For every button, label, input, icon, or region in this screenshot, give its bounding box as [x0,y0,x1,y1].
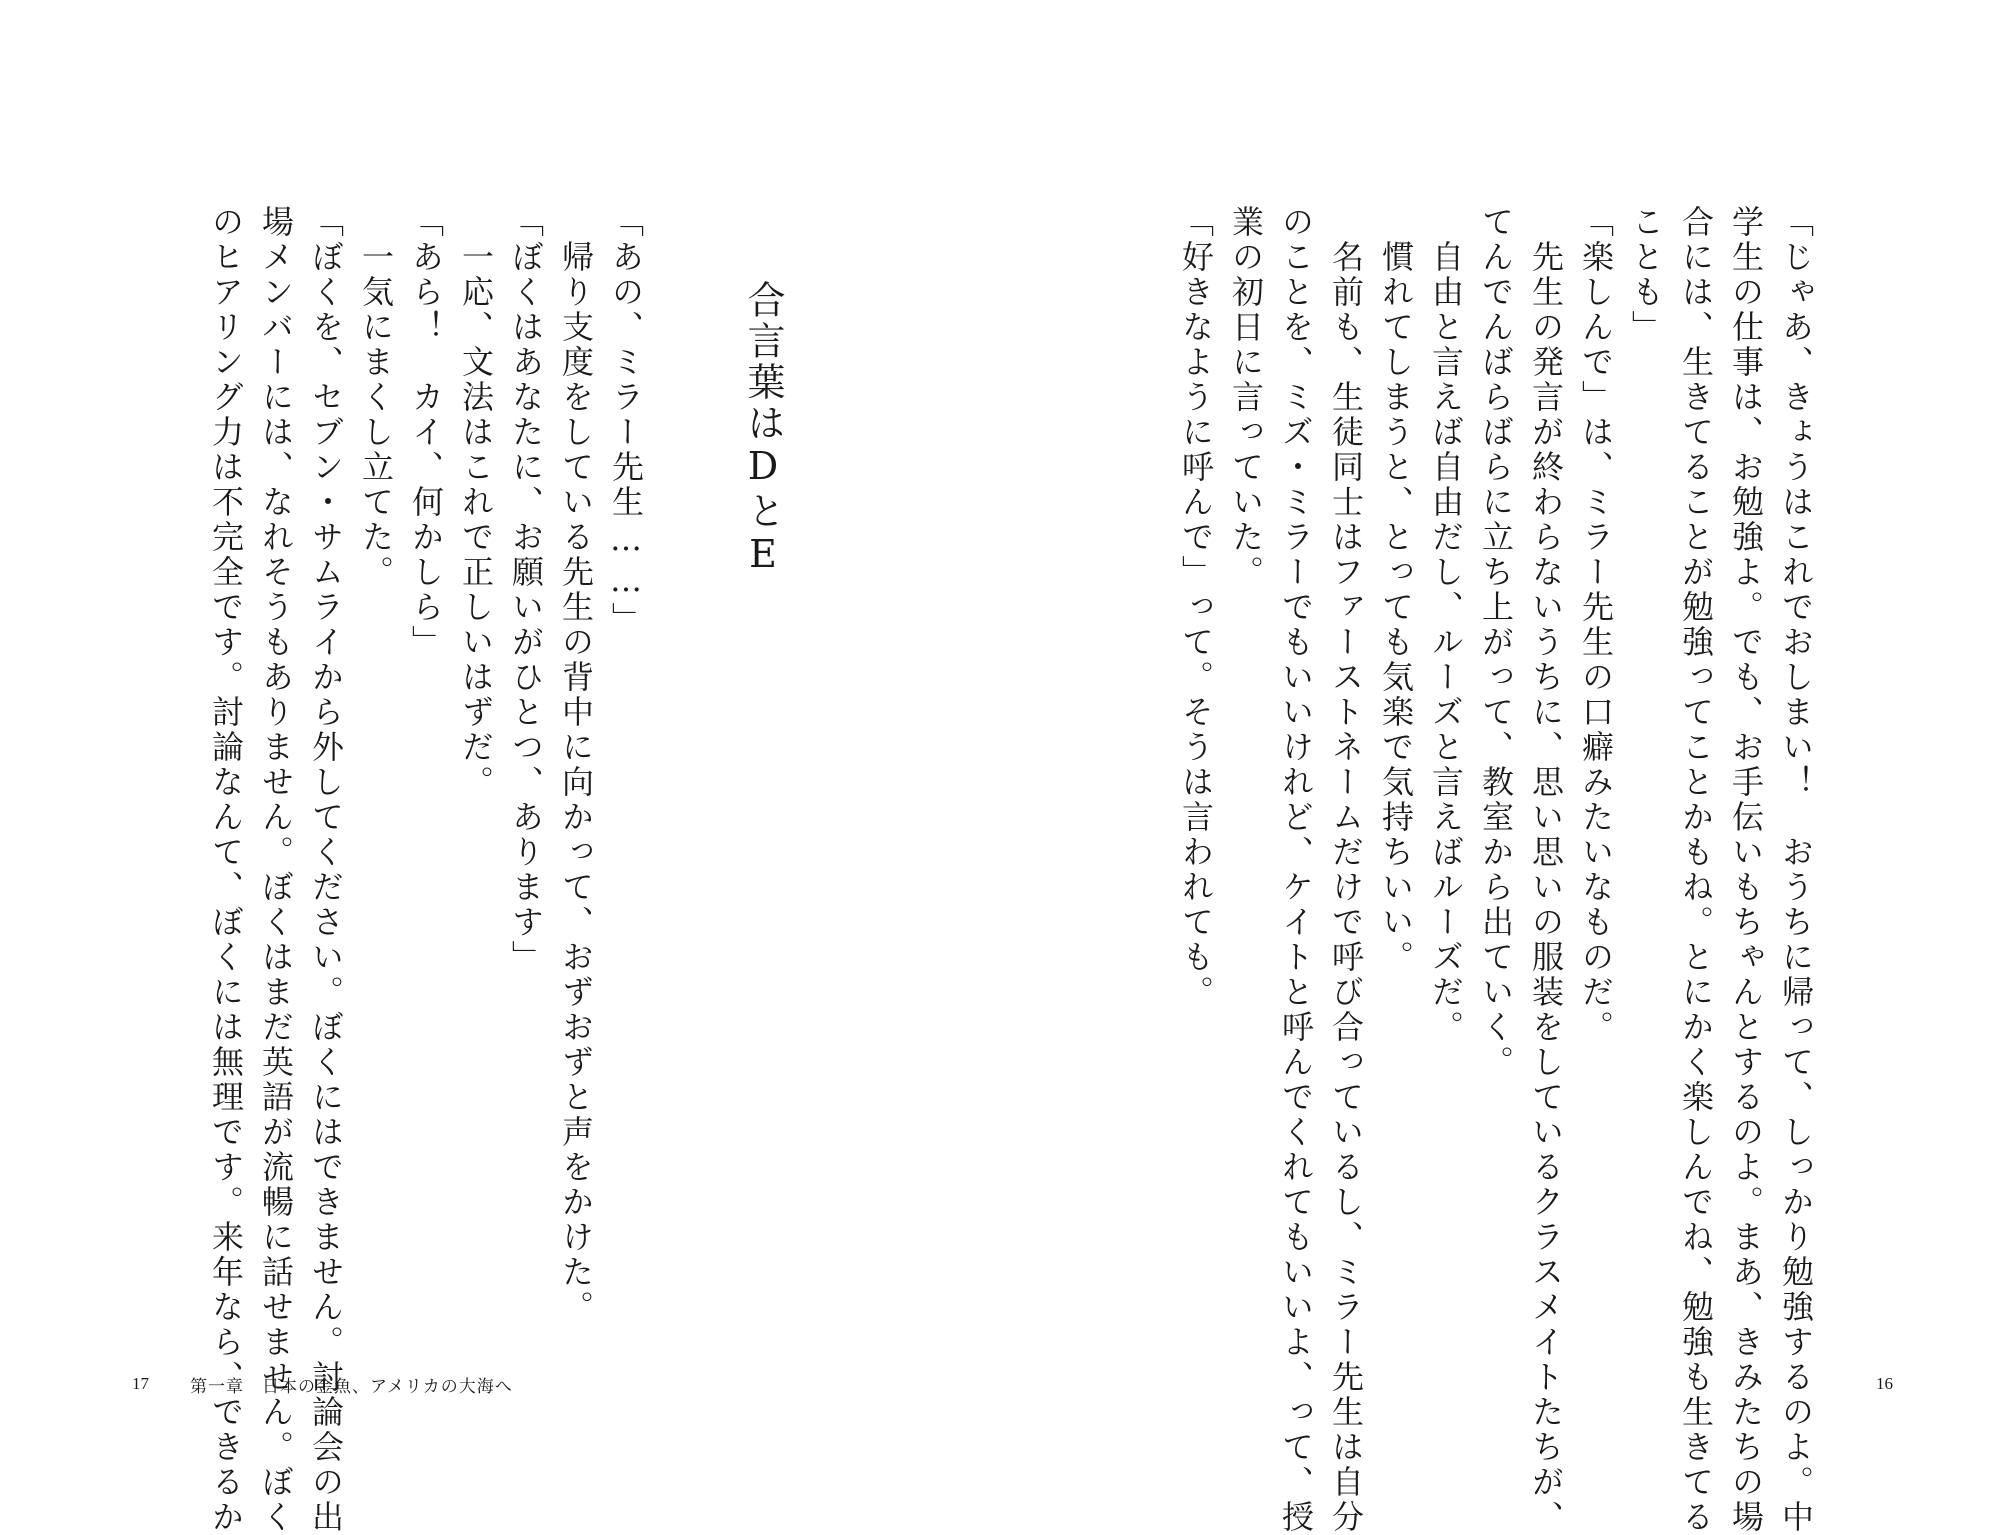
text-line: 学生の仕事は、お勉強よ。でも、お手伝いもちゃんとするのよ。まあ、きみたちの場 [1727,205,1765,1535]
text-line: 合には、生きてることが勉強ってことかもね。とにかく楽しんでね、勉強も生きてる [1677,205,1715,1535]
text-line: 「じゃあ、きょうはこれでおしまい！ おうちに帰って、しっかり勉強するのよ。中 [1777,205,1815,1535]
text-line: のことを、ミズ・ミラーでもいいけれど、ケイトと呼んでくれてもいいよ、って、授 [1277,205,1315,1535]
text-line: 帰り支度をしている先生の背中に向かって、おずおずと声をかけた。 [557,205,595,1325]
running-head: 第一章 日本の金魚、アメリカの大海へ [190,1377,513,1397]
text-line: のヒアリング力は不完全です。討論なんて、ぼくには無理です。来年なら、できるか [207,205,245,1535]
text-line: てんでんばらばらに立ち上がって、教室から出ていく。 [1477,205,1515,1080]
text-line: 「楽しんで」は、ミラー先生の口癖みたいなものだ。 [1577,205,1615,1045]
text-line: 一気にまくし立てた。 [357,205,395,590]
text-line: 先生の発言が終わらないうちに、思い思いの服装をしているクラスメイトたちが、 [1527,205,1565,1535]
text-line: 名前も、生徒同士はファーストネームだけで呼び合っているし、ミラー先生は自分 [1327,205,1365,1535]
text-line: 業の初日に言っていた。 [1227,205,1265,590]
text-line: 「ぼくはあなたに、お願いがひとつ、あります」 [507,205,545,975]
section-heading: 合言葉はDとE [741,280,785,579]
text-line: 慣れてしまうと、とっても気楽で気持ちいい。 [1377,205,1415,975]
page-number: 17 [132,1374,149,1393]
text-line: 「ぼくを、セブン・サムライから外してください。ぼくにはできません。討論会の出 [307,205,345,1535]
text-line: 「好きなように呼んで」って。そうは言われても。 [1177,205,1215,1010]
text-line: ことも」 [1627,205,1665,345]
right-page [1008,0,2015,1535]
text-line: 場メンバーには、なれそうもありません。ぼくはまだ英語が流暢に話せません。ぼく [257,205,295,1535]
text-line: 「あの、ミラー先生……」 [607,205,645,637]
page-number: 16 [1876,1374,1893,1393]
text-line: 一応、文法はこれで正しいはずだ。 [457,205,495,800]
text-line: 自由と言えば自由だし、ルーズと言えばルーズだ。 [1427,205,1465,1045]
text-line: 「あら！ カイ、何かしら」 [407,205,445,660]
left-page [0,0,1007,1535]
